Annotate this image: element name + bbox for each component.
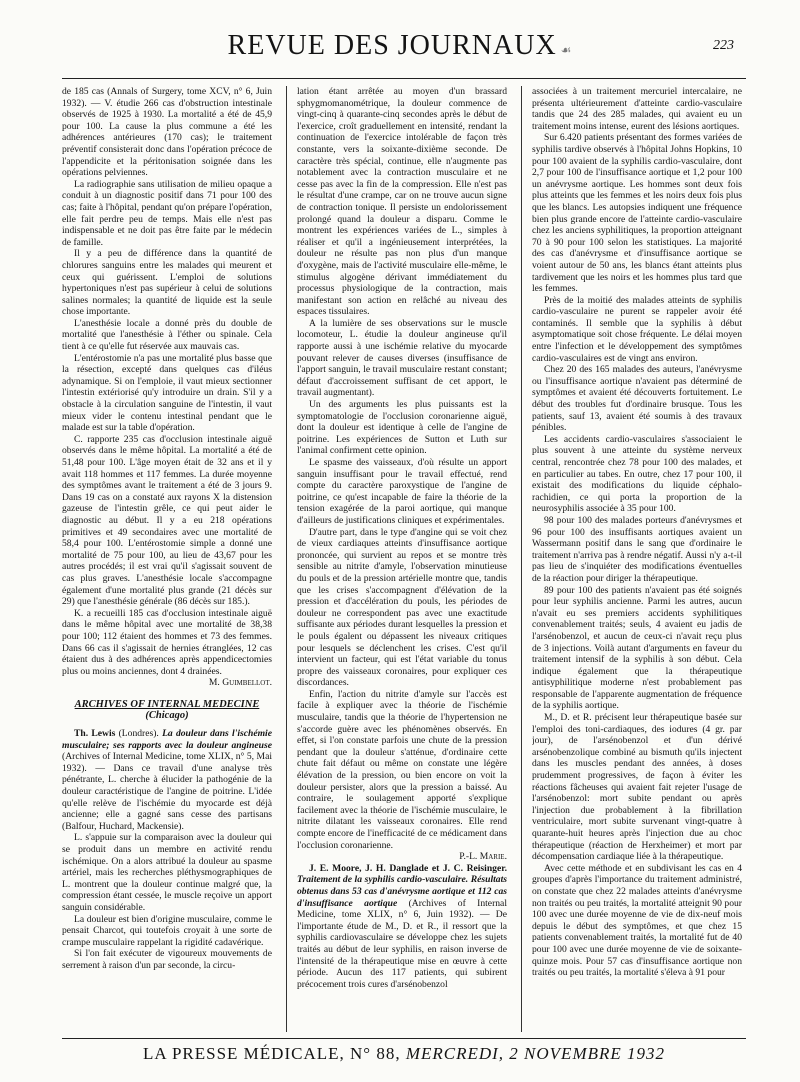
journal-section-title: ARCHIVES OF INTERNAL MEDECINE [74, 698, 260, 710]
paragraph: La douleur est bien d'origine musculaire, comme le pensait Charcot, qui toutefois croyait à une sorte de crampe musculaire rappelant la rigidité cadavérique. [62, 913, 272, 948]
column-2 [297, 86, 507, 1032]
article-author: Th. Lewis [74, 728, 116, 740]
paragraph: Un des arguments les plus puissants est la symptomatologie de l'occlusion coronarienne aiguë, dont la douleur est identique à celle de l'angine de poitrine. Les expériences de Sutton et Luth sur l'animal confirment cette opinion. [297, 399, 507, 457]
column-divider [286, 86, 287, 1032]
paragraph: Près de la moitié des malades atteints de syphilis cardio-vasculaire ne purent se rappeler avoir été contaminés. Il semble que la syphilis à début asymptomatique soit chose fréquente. Le délai moyen entre l'infection et le développement des symptômes cardio-vasculaires est de vingt ans environ. [532, 294, 742, 364]
paragraph: Il y a peu de différence dans la quantité de chlorures sanguins entre les malades qui meurent et ceux qui guérissent. L'emploi de solutions hypertoniques n'est pas supérieur à celui de solutions salines normales; la quantité de liquide est la seule chose importante. [62, 248, 272, 318]
page-footer [62, 1044, 746, 1064]
column-1 [62, 86, 272, 1032]
paragraph: Sur 6.420 patients présentant des formes variées de syphilis tardive observés à l'hôpital Johns Hopkins, 10 pour 100 avaient de la syphilis cardio-vasculaire, dont 2,7 pour 100 de l'insuffisance aortique et 1,2 pour 100 un anévrysme aortique. Les hommes sont deux fois plus atteints que les femmes et les noirs deux fois plus que les blancs. Les autopsies indiquent une fréquence bien plus grande encore de l'atteinte cardio-vasculaire chez les anciens syphilitiques, la proportion atteignant 70 à 90 pour 100 selon les statistiques. La majorité des cas d'anévrysme et d'insuffisance aortique se voient autour de 50 ans, les blancs étant atteints plus tardivement que les noirs et les hommes plus tard que les femmes. [532, 132, 742, 295]
footer-rule [62, 1038, 746, 1039]
article-reference: (Archives of Internal Medicine, tome XLIX, n° 6, Juin 1932). — De l'importante étude de M., D. et R., il ressort que la syphilis cardiovasculaire se développe chez les sujets traités au début de leur syphilis, en raison inverse de l'intensité de la thérapeutique mise en œuvre à cette période. Aucun des 117 patients, qui subirent précocement trois cures d'arsénobenzol [297, 897, 507, 990]
author-signature: M. Guimbellot. [208, 677, 272, 689]
paragraph: 98 pour 100 des malades porteurs d'anévrysmes et 96 pour 100 des insuffisants aortiques avaient un Wassermann positif dans le sang que d'ordinaire le traitement n'arriva pas à rendre négatif. Aussi n'y a-t-il pas lieu de s'inquiéter des modifications éventuelles de la réaction pour diriger la thérapeutique. [532, 514, 742, 584]
paragraph: Le spasme des vaisseaux, d'où résulte un apport sanguin insuffisant pour le travail effectué, rend compte du caractère paroxystique de l'angine de poitrine, ce qu'est incapable de faire la théorie de la tension exagérée de la paroi aortique, qui manque d'ailleurs de justifications cliniques et expérimentales. [297, 457, 507, 526]
paragraph: associées à un traitement mercuriel intercalaire, ne présenta ultérieurement d'atteinte cardio-vasculaire tandis que 24 des 285 malades, qui avaient eu un traitement moins intense, eurent des lésions aortiques. [532, 86, 742, 132]
paragraph: Avec cette méthode et en subdivisant les cas en 4 groupes d'après l'importance du traitement administré, on constate que chez 22 malades atteints d'anévrysme non traités ou peu traités, la mortalité atteignit 90 pour 100 avec une durée moyenne de vie de dix-neuf mois depuis le début des symptômes, et que chez 15 patients convenablement traités, la mortalité fut de 40 pour 100 avec une durée moyenne de vie de soixante-quinze mois. Pour 57 cas d'insuffisance aortique non traités ou peu traités, la mortalité s'éleva à 91 pour [532, 862, 742, 979]
header-rule [62, 78, 746, 79]
column-3 [532, 86, 742, 1032]
paragraph: K. a recueilli 185 cas d'occlusion intestinale aiguë dans le même hôpital avec une mortalité de 38,38 pour 100; 112 étaient des hommes et 73 des femmes. Dans 66 cas il s'agissait de hernies étranglées, 12 cas étaient dus à des adhérences après appendicectomies plus ou moins anciennes, dont 4 drainées. [62, 607, 272, 677]
journal-title-text: REVUE DES JOURNAUX [227, 30, 557, 61]
paragraph: La radiographie sans utilisation de milieu opaque a conduit à un diagnostic positif dans 71 pour 100 des cas; faite à l'hôpital, pendant qu'on prépare l'opération, elle fait perdre peu de temps. Mais elle n'est pas indispensable et ne doit pas être faite par le médecin de famille. [62, 178, 272, 248]
article-abstract [297, 863, 507, 991]
author-signature: P.-L. Marie. [459, 851, 507, 863]
publication-date: MERCREDI, 2 NOVEMBRE 1932 [405, 1044, 666, 1063]
ornament-icon: ☙ [560, 43, 573, 57]
paragraph: M., D. et R. précisent leur thérapeutique basée sur l'emploi des toni-cardiaques, des iodures (4 gr. par jour), de l'arsénobenzol et d'un dérivé arsénobenzolique combiné au bismuth qu'ils injectent dans les muscles pendant des années, à doses prudemment progressives, de façon à éviter les réactions fâcheuses qui avaient fait rejeter l'usage de l'arsénobenzol: mort subite pendant ou après l'injection due probablement à la fibrillation ventriculaire, mort subite survenant vingt-quatre à quarante-huit heures après l'injection due au choc thérapeutique (réaction de Herxheimer) et mort par décompensation cardiaque liée à la thérapeutique. [532, 712, 742, 863]
paragraph: L'entérostomie n'a pas une mortalité plus basse que la résection, excepté dans quelques cas d'iléus adynamique. Si on l'emploie, il vaut mieux sectionner l'intestin extériorisé qu'y introduire un drain. S'il y a obstacle à la circulation sanguine de l'intestin, il vaut mieux vider le contenu intestinal pendant que le malade est sur la table d'opération. [62, 352, 272, 434]
article-title: Traitement de la syphilis cardio-vasculaire. Résultats obtenus dans 53 cas d'anévrysme aortique et 112 cas d'insuffisance aortique [297, 874, 507, 909]
journal-title [0, 30, 800, 62]
paragraph: L'anesthésie locale a donné près du double de mortalité que l'anesthésie à l'éther ou spinale. Cela tient à ce qu'elle fut réservée aux mauvais cas. [62, 317, 272, 353]
paragraph: 89 pour 100 des patients n'avaient pas été soignés pour leur syphilis ancienne. Parmi les autres, aucun n'avait eu ses premiers accidents syphilitiques convenablement traités; seuls, 4 avaient eu jadis de l'arsénobenzol, et aucun de ceux-ci n'avait reçu plus de 3 injections. Voilà autant d'arguments en faveur du traitement intensif de la syphilis à son début. Cela indique également que la thérapeutique antisyphilitique moderne n'est probablement pas responsable de l'apparente augmentation de fréquence de la syphilis aortique. [532, 584, 742, 712]
paragraph: de 185 cas (Annals of Surgery, tome XCV, n° 6, Juin 1932). — V. étudie 266 cas d'obstruction intestinale observés de 1925 à 1930. La mortalité a été de 45,9 pour 100. La cause la plus commune a été les adhérences antérieures (170 cas); le traitement préventif consisterait donc dans l'opération précoce de l'appendicite et la péritonisation soignée dans les opérations pelviennes. [62, 86, 272, 179]
paragraph: L. s'appuie sur la comparaison avec la douleur qui se produit dans un membre en activité rendu ischémique. On a alors attribué la douleur au spasme artériel, mais les recherches pléthysmographiques de L. montrent que la douleur continue malgré que, la compression étant cessée, le muscle reçoive un apport sanguin considérable. [62, 832, 272, 913]
paragraph: Chez 20 des 165 malades des auteurs, l'anévrysme ou l'insuffisance aortique n'avaient pas déterminé de symptômes et avaient été découverts fortuitement. Le début des troubles fut d'ordinaire brusque. Tous les patients, sauf 13, avaient été soumis à des travaux pénibles. [532, 364, 742, 434]
journal-section-subtitle: (Chicago) [145, 710, 189, 722]
paragraph: Les accidents cardio-vasculaires s'associaient le plus souvent à une atteinte du système nerveux central, rencontrée chez 78 pour 100 des malades, et en particulier au tabes. En outre, chez 17 pour 100, il existait des modifications du liquide céphalo-rachidien, ce qui porta la proportion de la neurosyphilis associée à 35 pour 100. [532, 433, 742, 515]
paragraph: Si l'on fait exécuter de vigoureux mouvements de serrement à raison d'un par seconde, la circu- [62, 948, 272, 971]
paragraph: D'autre part, dans le type d'angine qui se voit chez de vieux cardiaques atteints d'insuffisance aortique prononcée, qui survient au repos et se montre très sensible au nitrite d'amyle, l'observation minutieuse du pouls et de la pression artérielle montre que, tandis que les crises s'accompagnent d'élévation de la pression et d'accélération du pouls, les périodes de douleur ne correspondent pas avec une exactitude suffisante aux périodes durant lesquelles la pression et le pouls égalent ou dépassent les niveaux critiques pour lesquels se déclenchent les crises. C'est qu'il intervient un facteur, qui est l'état variable du tonus propre des vaisseaux coronaires, pour expliquer ces discordances. [297, 526, 507, 689]
paragraph: A la lumière de ses observations sur le muscle locomoteur, L. étudie la douleur angineuse qu'il rapporte aussi à une ischémie relative du myocarde pouvant relever de causes diverses (insuffisance de l'apport sanguin, le travail musculaire restant constant; défaut d'accroissement suffisant de cet apport, le travail augmentant). [297, 317, 507, 399]
article-authors: J. E. Moore, J. H. Danglade et J. C. Reisinger. [309, 862, 507, 874]
article-title: La douleur dans l'ischémie musculaire; ses rapports avec la douleur angineuse [62, 728, 272, 751]
paragraph: C. rapporte 235 cas d'occlusion intestinale aiguë observés dans le même hôpital. La mortalité a été de 51,48 pour 100. L'âge moyen était de 32 ans et il y avait 118 hommes et 117 femmes. La durée moyenne des symptômes avant le traitement a été de 3 jours 9. Dans 19 cas on a constaté aux rayons X la distension gazeuse de l'intestin grêle, ce qui peut aider le diagnostic au début. Il y a eu 218 opérations primitives et 49 secondaires avec une mortalité de 58,4 pour 100. L'entérostomie simple a donné une mortalité de 75 pour 100, au lieu de 43,67 pour les autres procédés; il est vrai qu'il s'agissait souvent de cas plus graves. L'anesthésie locale s'accompagne également d'une mortalité plus grande (21 décès sur 29) que l'anesthésie générale (86 décès sur 185.). [62, 433, 272, 608]
page-header [0, 28, 800, 68]
article-reference: (Archives of Internal Medicine, tome XLIX, n° 5, Mai 1932). — Dans ce travail d'une analyse très pénétrante, L. cherche à élucider la pathogénie de la douleur caractéristique de l'angine de poitrine. L'idée qu'elle relève de l'ischémie du myocarde est déjà ancienne; elle a gagné sans cesse des partisans (Balfour, Huchard, Mackensie). [62, 751, 272, 832]
article-place: (Londres). [115, 728, 163, 740]
column-divider [521, 86, 522, 1032]
article-abstract [62, 728, 272, 832]
paragraph: lation étant arrêtée au moyen d'un brassard sphygmomanométrique, la douleur commence de vingt-cinq à quarante-cinq secondes après le début de l'exercice, croît graduellement en intensité, rendant la continuation de l'exercice intolérable de façon très constante, vers la soixante-dixième seconde. De caractère très spécial, continue, elle n'augmente pas notablement avec la contraction musculaire et ne cesse pas avec la fin de la compression. Elle n'est pas le résultat d'une crampe, car on ne trouve aucun signe de contraction tonique. Il persiste un endolorissement prolongé quand la douleur a disparu. Comme le montrent les expériences variées de L., simples à réaliser et qu'il a ingénieusement interprétées, la douleur ne résulte pas non plus d'un manque d'oxygène, mais de l'activité musculaire elle-même, le stimulus algogène dérivant immédiatement du processus physiologique de la contraction, mais manifestant son action en relâché au niveau des espaces tissulaires. [297, 86, 507, 318]
publication-name: LA PRESSE MÉDICALE, N° 88, [142, 1044, 401, 1063]
page-number: 223 [713, 38, 734, 53]
paragraph: Enfin, l'action du nitrite d'amyle sur l'accès est facile à expliquer avec la théorie de l'ischémie musculaire, tandis que la théorie de l'hypertension ne s'accorde guère avec les phénomènes observés. En effet, si l'on constate parfois une chute de la pression pendant que la douleur s'atténue, d'ordinaire cette chute fait défaut ou même on constate une légère élévation de la pression, ou bien encore on voit la douleur persister, alors que la pression a baissé. Au contraire, le soulagement apporté s'explique facilement avec la théorie de l'ischémie musculaire, le nitrite dilatant les vaisseaux coronaires. Elle rend compte encore de l'inefficacité de ce médicament dans l'occlusion coronarienne. [297, 688, 507, 851]
